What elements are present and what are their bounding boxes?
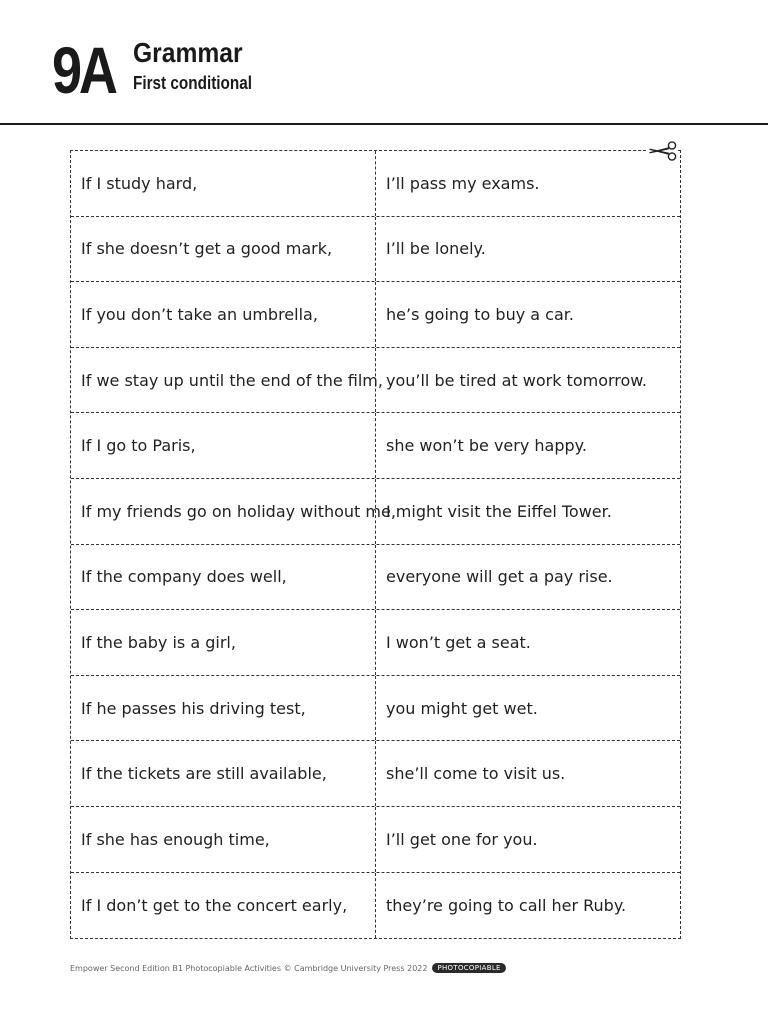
- cut-out-card-grid: [70, 150, 681, 939]
- page-title: Grammar: [133, 37, 243, 68]
- page-subtitle: First conditional: [133, 73, 253, 93]
- card-row: [71, 610, 680, 676]
- if-clause-card: If we stay up until the end of the film,: [71, 348, 376, 413]
- card-row: [71, 282, 680, 348]
- photocopiable-badge: PHOTOCOPIABLE: [432, 963, 505, 973]
- result-clause-card: he’s going to buy a car.: [386, 304, 574, 324]
- page-header: [0, 0, 768, 124]
- if-clause-card: If the tickets are still available,: [71, 741, 376, 806]
- card-row: [71, 741, 680, 807]
- result-clause-card: I might visit the Eiffel Tower.: [386, 501, 612, 521]
- card-row: [71, 413, 680, 479]
- if-clause-card: If he passes his driving test,: [71, 676, 376, 741]
- result-clause-card: they’re going to call her Ruby.: [386, 895, 627, 915]
- if-clause-card: If the baby is a girl,: [71, 610, 376, 675]
- if-clause-card: If I go to Paris,: [71, 413, 376, 478]
- card-row: [71, 479, 680, 545]
- card-row: [71, 348, 680, 414]
- if-clause-card: If you don’t take an umbrella,: [71, 282, 376, 347]
- result-clause-card: she’ll come to visit us.: [386, 764, 566, 784]
- if-clause-card: If I study hard,: [71, 151, 376, 216]
- card-row: [71, 217, 680, 283]
- card-row: [71, 807, 680, 873]
- header-divider: [0, 123, 768, 125]
- if-clause-card: If the company does well,: [71, 545, 376, 610]
- card-row: [71, 545, 680, 611]
- result-clause-card: she won’t be very happy.: [386, 436, 587, 456]
- result-clause-card: you might get wet.: [386, 698, 538, 718]
- result-clause-card: I won’t get a seat.: [386, 632, 531, 652]
- result-clause-card: everyone will get a pay rise.: [386, 567, 613, 587]
- card-row: [71, 676, 680, 742]
- scissors-icon: [646, 139, 678, 163]
- if-clause-card: If my friends go on holiday without me,: [71, 479, 376, 544]
- if-clause-card: If she has enough time,: [71, 807, 376, 872]
- if-clause-card: If she doesn’t get a good mark,: [71, 217, 376, 282]
- result-clause-card: I’ll pass my exams.: [386, 173, 540, 193]
- page-footer: [70, 961, 506, 975]
- result-clause-card: I’ll be lonely.: [386, 239, 486, 259]
- result-clause-card: you’ll be tired at work tomorrow.: [386, 370, 647, 390]
- card-row: [71, 873, 680, 939]
- copyright-text: Empower Second Edition B1 Photocopiable Activities © Cambridge University Press 2022: [70, 963, 428, 973]
- if-clause-card: If I don’t get to the concert early,: [71, 873, 376, 939]
- unit-code: 9A: [52, 33, 115, 107]
- card-row: [71, 151, 680, 217]
- result-clause-card: I’ll get one for you.: [386, 829, 538, 849]
